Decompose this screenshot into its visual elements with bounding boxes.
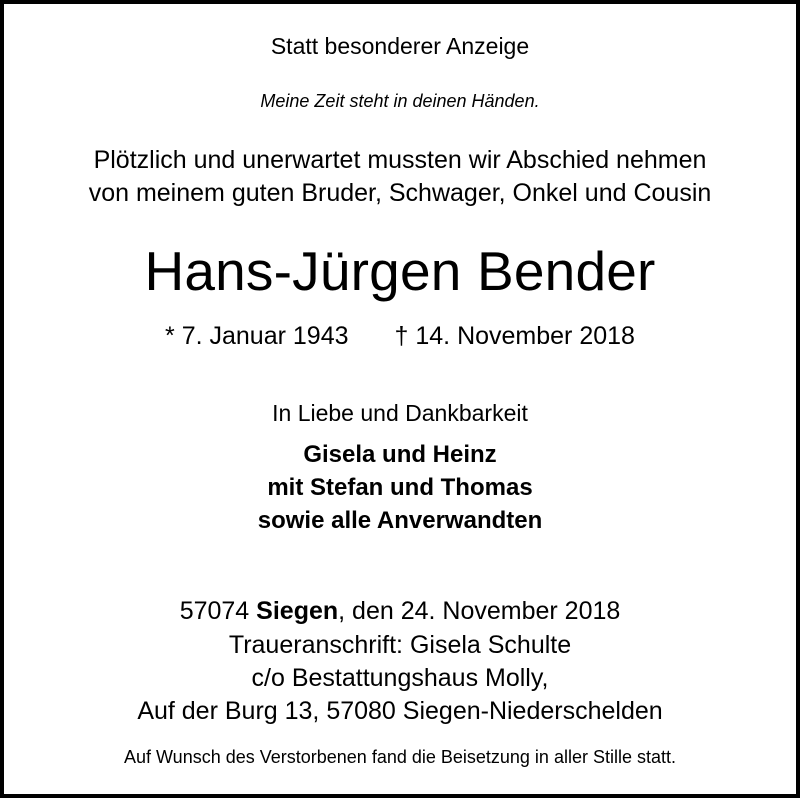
burial-note: Auf Wunsch des Verstorbenen fand die Beisetzung in aller Stille statt. <box>124 747 676 767</box>
mourner-line: sowie alle Anverwandten <box>257 507 543 534</box>
intro-text-line-1: Plötzlich und unerwartet mussten wir Abschied nehmen <box>93 146 707 174</box>
motto-quote: Meine Zeit steht in deinen Händen. <box>260 91 540 111</box>
place-and-date <box>4 599 796 624</box>
life-dates <box>4 324 796 349</box>
mourning-address-street: Auf der Burg 13, 57080 Siegen-Niederschelden <box>137 697 663 725</box>
death-date: † 14. November 2018 <box>394 322 635 350</box>
deceased-name: Hans-Jürgen Bender <box>144 240 656 302</box>
place-city: Siegen <box>256 597 339 625</box>
mourner-line: Gisela und Heinz <box>303 441 497 468</box>
birth-date: * 7. Januar 1943 <box>165 322 349 350</box>
mourner-line: mit Stefan und Thomas <box>267 474 533 501</box>
notice-date: , den 24. November 2018 <box>338 597 621 625</box>
place-postcode: 57074 <box>179 597 250 625</box>
thanks-line: In Liebe und Dankbarkeit <box>272 400 528 426</box>
mourning-address-label: Traueranschrift: Gisela Schulte <box>228 631 572 659</box>
intro-text-line-2: von meinem guten Bruder, Schwager, Onkel und Cousin <box>88 179 712 207</box>
mourning-address-care-of: c/o Bestattungshaus Molly, <box>251 664 549 692</box>
notice-headline: Statt besonderer Anzeige <box>270 33 530 59</box>
